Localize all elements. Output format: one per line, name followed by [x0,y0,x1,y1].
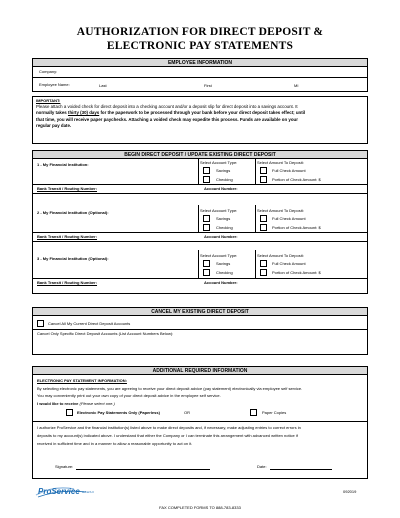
electronic-statements-label: Electronic Pay Statements Only (Paperless) [77,410,160,415]
employee-name-label: Employee Name: [39,82,70,87]
portion-label-3: Portion of Check Amount: $ [272,270,321,275]
direct-deposit-header: BEGIN DIRECT DEPOSIT / UPDATE EXISTING DIRECT DEPOSIT [32,150,368,159]
form-code: 092019 [343,489,357,494]
mi-label: MI [294,83,299,88]
logo-subtext: HAWAII [82,490,95,494]
authorization-line-1: I authorize ProService and the financial institution(s) listed above to make direct deposits and, if necessary, make adjusting entries to correct errors in [37,425,301,430]
portion-label-2: Portion of Check Amount: $ [272,225,321,230]
full-amount-checkbox-3[interactable] [260,260,267,267]
form-title-line1: AUTHORIZATION FOR DIRECT DEPOSIT & [76,26,324,38]
account-number-label-1: Account Number: [204,186,238,191]
employee-info-header: EMPLOYEE INFORMATION [32,58,368,67]
eps-label: ELECTRONIC PAY STATEMENT INFORMATION: [37,378,127,383]
cancel-specific-label: Cancel Only Specific Direct Deposit Accounts (List Account Numbers Below): [37,331,174,336]
routing-label-1: Bank Transit / Routing Number: [37,186,98,191]
first-name-label: First [204,83,212,88]
portion-checkbox-3[interactable] [260,269,267,276]
paper-copies-checkbox[interactable] [250,409,257,416]
account-number-label-2: Account Number: [204,234,238,239]
full-amount-label-1: Full Check Amount [272,168,306,173]
electronic-statements-checkbox[interactable] [66,409,73,416]
fax-instructions: FAX COMPLETED FORMS TO 888-783-8333 [159,505,241,510]
routing-label-2: Bank Transit / Routing Number: [37,234,98,239]
amount-label-1: Select Amount To Deposit: [257,160,304,165]
account-number-label-3: Account Number: [204,280,238,285]
portion-checkbox-2[interactable] [260,224,267,231]
date-line[interactable] [270,469,332,470]
checking-label-2: Checking [216,225,233,230]
cancel-header: CANCEL MY EXISTING DIRECT DEPOSIT [32,307,368,316]
routing-label-3: Bank Transit / Routing Number: [37,280,98,285]
checking-checkbox-3[interactable] [203,269,210,276]
full-amount-label-3: Full Check Amount [272,261,306,266]
checking-checkbox-1[interactable] [203,176,210,183]
important-text: Please attach a voided check for direct deposit into a checking account and/or a deposit slip for direct deposit into a savings account. It normally takes thirty (30) days for the paperwork to be processed through your bank before your direct deposit takes effect; until that time, you will receive paper paychecks. Attaching a voided check may expedite this process. Funds are available on your regular pay date. [36,104,306,129]
cancel-all-checkbox[interactable] [37,320,44,327]
paper-copies-label: Paper Copies [262,410,287,415]
form-title-line2: ELECTRONIC PAY STATEMENTS [106,40,294,52]
logo-text: ProService [38,487,80,496]
checking-label-1: Checking [216,177,233,182]
savings-label-2: Savings [216,216,231,221]
institution-3-label: 3 - My Financial Institution (Optional): [37,256,109,261]
signature-label: Signature: [55,464,74,469]
institution-1-label: 1 - My Financial Institution: [37,162,89,167]
full-amount-checkbox-2[interactable] [260,215,267,222]
important-label: IMPORTANT: [36,98,61,103]
eps-line-2: You may conveniently print out your own copy of your direct deposit advice in the employee self service. [37,393,221,398]
eps-line-1: By selecting electronic pay statements, you are agreeing to receive your direct deposit advice (pay statement) electronically via employee self service. [37,386,303,391]
institution-2-label: 2 - My Financial Institution (Optional): [37,210,109,215]
account-type-label-2: Select Account Type: [200,208,238,213]
full-amount-label-2: Full Check Amount [272,216,306,221]
additional-info-header: ADDITIONAL REQUIRED INFORMATION [32,366,368,375]
authorization-line-3: received in sufficient time and in a manner to allow a reasonable opportunity to act on it. [37,441,193,446]
savings-checkbox-3[interactable] [203,260,210,267]
date-label: Date: [257,464,267,469]
checking-checkbox-2[interactable] [203,224,210,231]
portion-label-1: Portion of Check Amount: $ [272,177,321,182]
full-amount-checkbox-1[interactable] [260,167,267,174]
last-name-label: Last [99,83,107,88]
or-label: OR [184,410,190,415]
savings-checkbox-2[interactable] [203,215,210,222]
amount-label-2: Select Amount To Deposit: [257,208,304,213]
checking-label-3: Checking [216,270,233,275]
savings-label-3: Savings [216,261,231,266]
receive-row: I would like to receive (Please select one.) [37,401,115,406]
cancel-all-label: Cancel All My Current Direct Deposit Accounts [48,321,131,326]
account-type-label-3: Select Account Type: [200,253,238,258]
authorization-line-2: deposits to my account(s) indicated above. I understand that either the Company or I can terminate this arrangement with advanced written notice if [37,433,298,438]
savings-label-1: Savings [216,168,231,173]
amount-label-3: Select Amount To Deposit: [257,253,304,258]
signature-line[interactable] [76,469,210,470]
savings-checkbox-1[interactable] [203,167,210,174]
account-type-label-1: Select Account Type: [200,160,238,165]
company-label: Company: [39,69,58,74]
portion-checkbox-1[interactable] [260,176,267,183]
